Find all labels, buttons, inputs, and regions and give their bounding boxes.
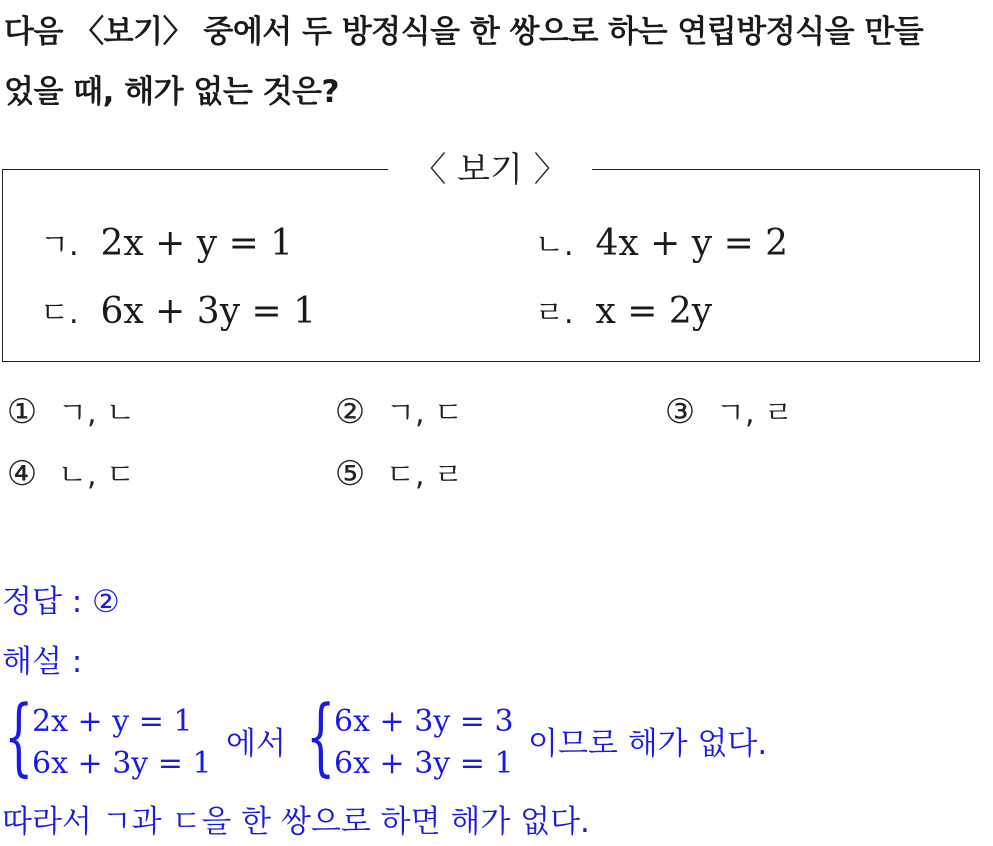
example-item-a <box>40 222 293 268</box>
left-brace-2: { <box>306 687 336 785</box>
choice-2[interactable] <box>330 390 463 436</box>
choice-text: ㄴ, ㄷ <box>58 458 136 493</box>
explanation-tail: 이므로 해가 없다. <box>528 726 768 762</box>
conclusion-text: 따라서 ㄱ과 ㄷ을 한 쌍으로 하면 해가 없다. <box>2 804 590 840</box>
choice-text: ㄱ, ㄴ <box>58 396 136 431</box>
question-line-2: 었을 때, 해가 없는 것은? <box>4 74 339 110</box>
choice-number: ① <box>6 392 38 432</box>
example-item-equation: 6x + 3y = 1 <box>100 291 316 332</box>
choice-text: ㄱ, ㄹ <box>716 396 794 431</box>
choice-4[interactable] <box>2 452 135 498</box>
example-item-label: ㄴ. <box>535 228 574 263</box>
example-item-c <box>40 290 316 336</box>
choice-5[interactable] <box>330 452 463 498</box>
question-text <box>4 2 989 122</box>
question-line-1: 다음 〈보기〉 중에서 두 방정식을 한 쌍으로 하는 연립방정식을 만들 <box>4 14 924 50</box>
choice-3[interactable] <box>660 390 793 436</box>
choice-number: ⑤ <box>334 454 366 494</box>
system-2-eq-2: 6x + 3y = 1 <box>334 746 514 781</box>
choice-number: ② <box>334 392 366 432</box>
system-2-eq-1: 6x + 3y = 3 <box>334 704 514 739</box>
example-item-label: ㄹ. <box>535 296 574 331</box>
choice-number: ④ <box>6 454 38 494</box>
explanation-label: 해설 : <box>2 644 83 680</box>
answer-line: 정답 : ② <box>2 584 120 620</box>
example-item-label: ㄷ. <box>40 296 79 331</box>
connector-text: 에서 <box>226 726 286 762</box>
system-1-eq-1: 2x + y = 1 <box>32 704 193 739</box>
choice-1[interactable] <box>2 390 135 436</box>
example-item-equation: x = 2y <box>595 291 713 332</box>
example-item-equation: 2x + y = 1 <box>100 223 294 264</box>
example-item-d <box>535 290 712 336</box>
example-box-title: 〈 보기 〉 <box>388 148 592 192</box>
example-item-b <box>535 222 788 268</box>
left-brace-1: { <box>4 687 34 785</box>
example-item-label: ㄱ. <box>40 228 79 263</box>
choice-text: ㄱ, ㄷ <box>386 396 464 431</box>
system-1-eq-2: 6x + 3y = 1 <box>32 746 212 781</box>
example-item-equation: 4x + y = 2 <box>595 223 789 264</box>
choice-number: ③ <box>664 392 696 432</box>
choice-text: ㄷ, ㄹ <box>386 458 464 493</box>
